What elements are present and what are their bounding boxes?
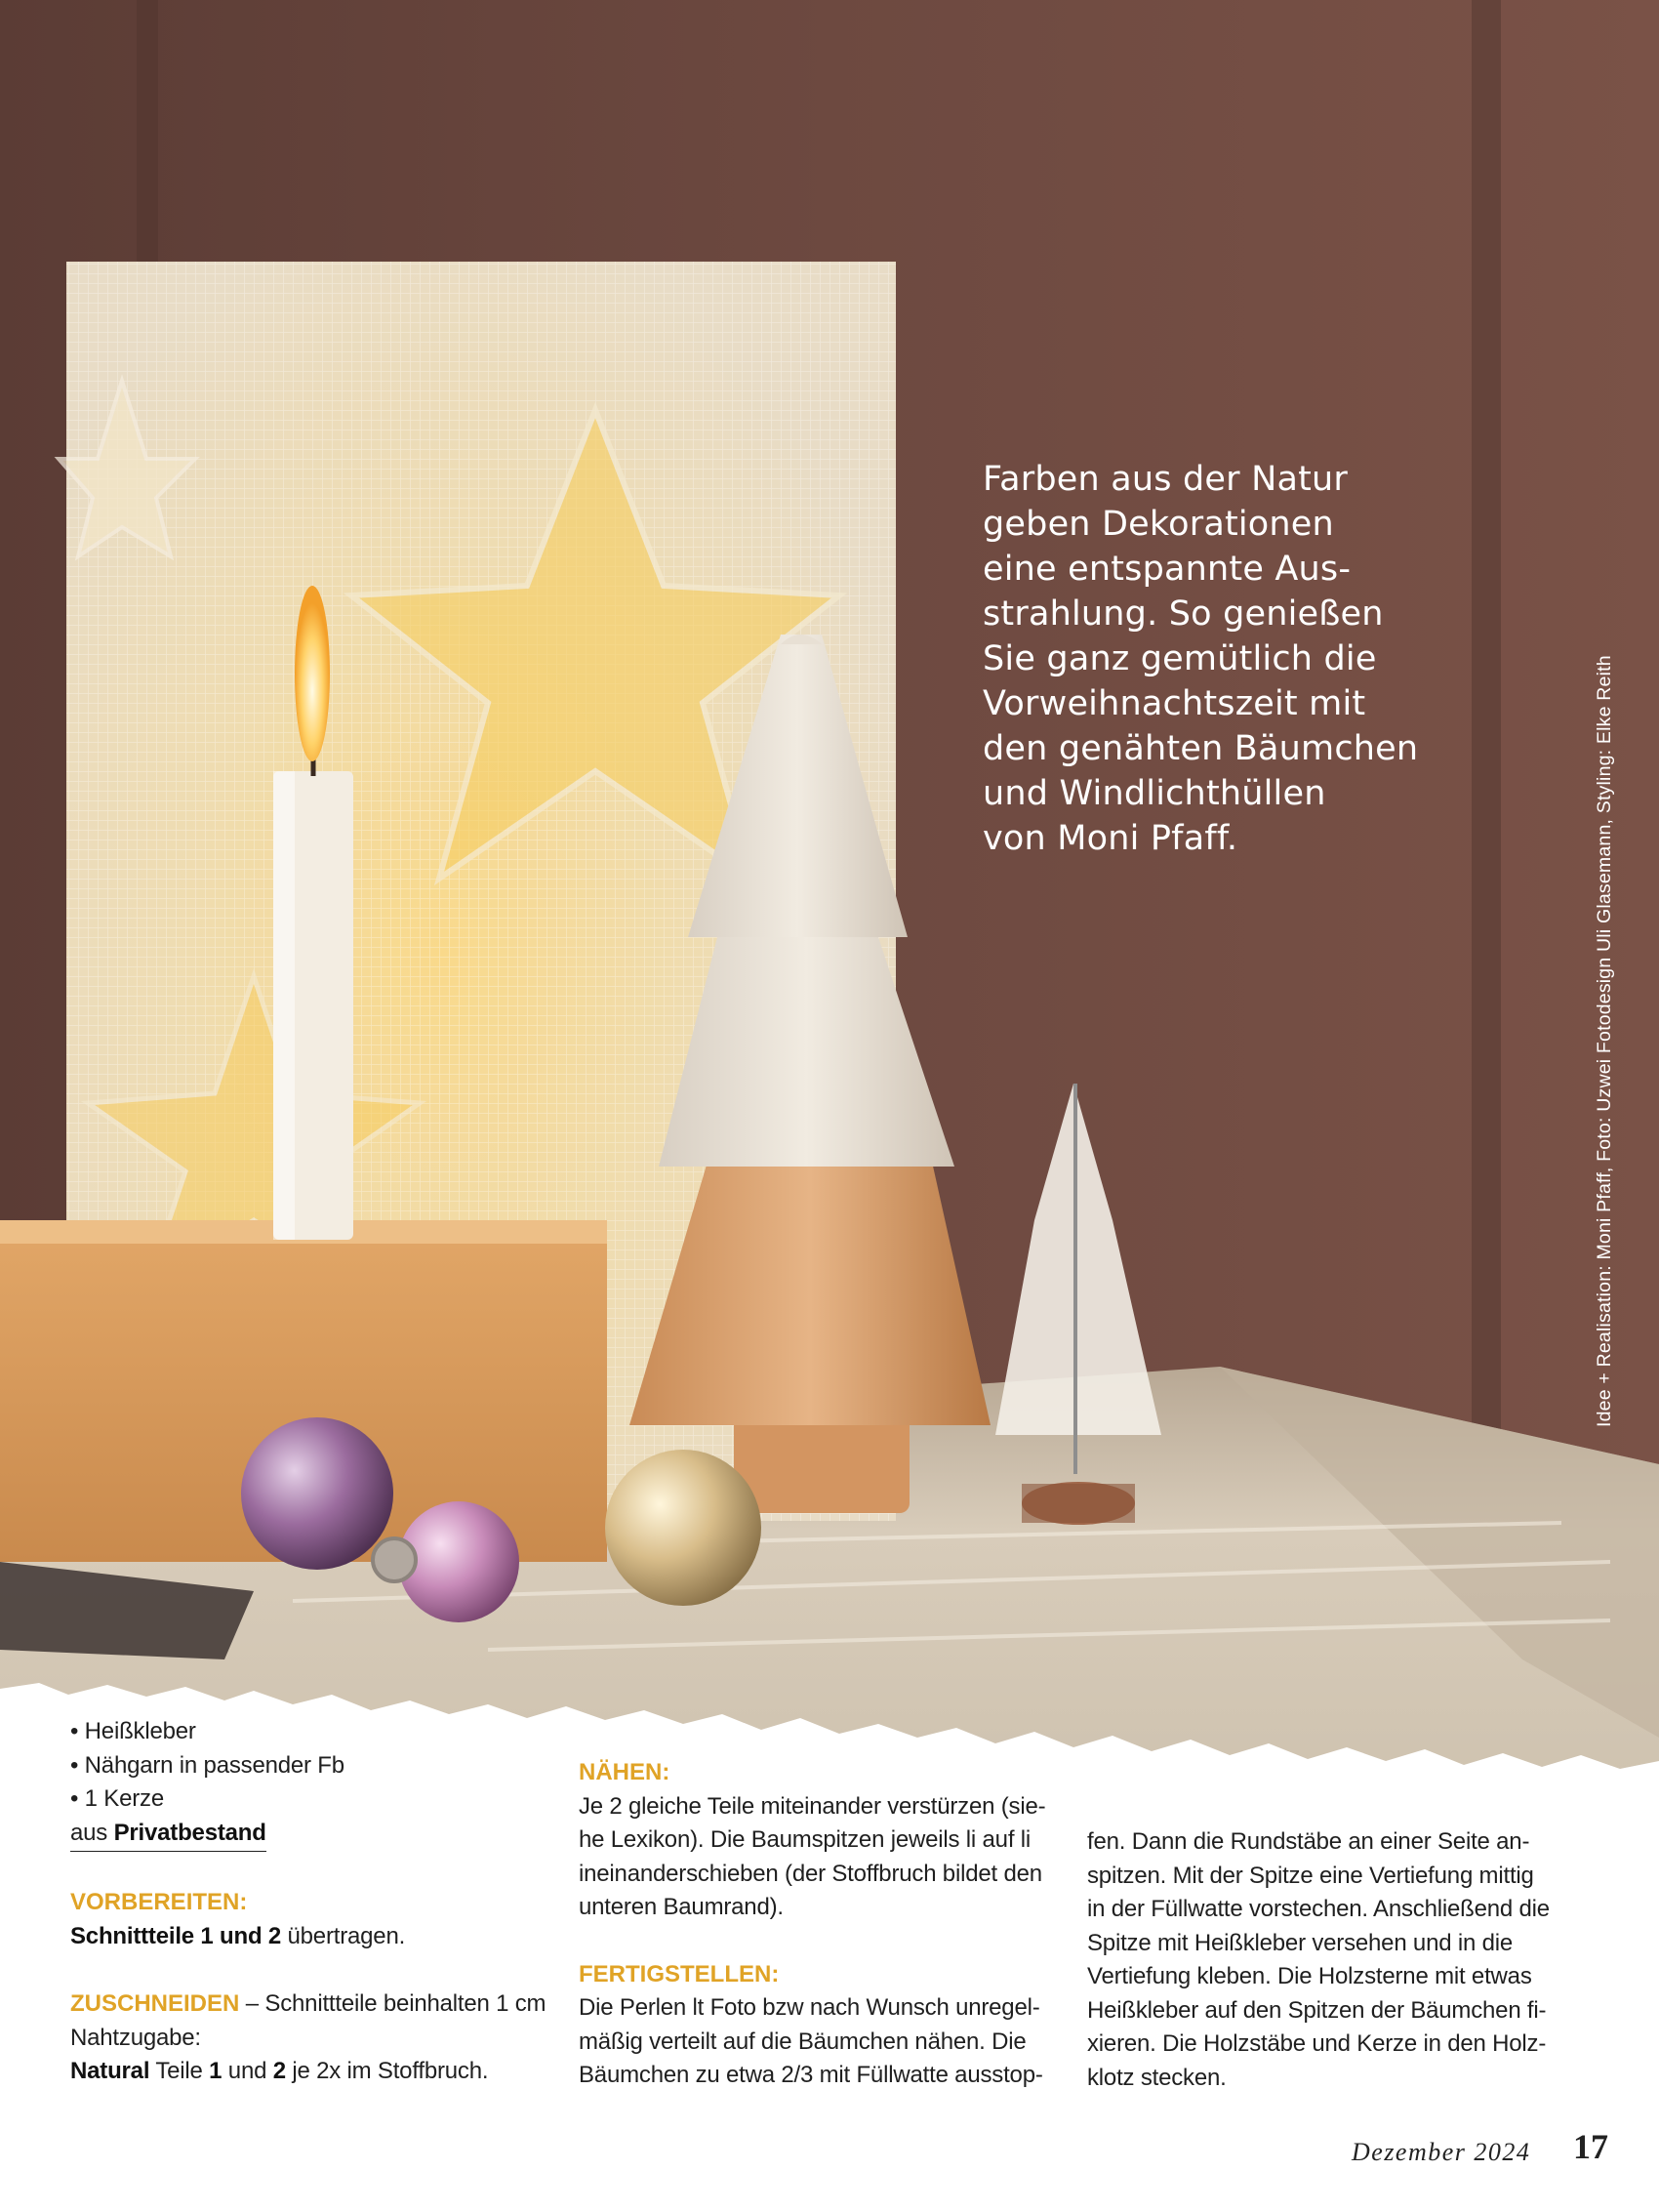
heading-zuschneiden: ZUSCHNEIDEN <box>70 1990 240 2017</box>
fertigstellen-line: Bäumchen zu etwa 2/3 mit Füllwatte ausstop- <box>579 2062 1043 2088</box>
caption-line: und Windlichthüllen <box>983 774 1326 813</box>
issue-date: Dezember 2024 <box>1352 2138 1531 2166</box>
naehen-line: Je 2 gleiche Teile miteinander verstürzen (sie- <box>579 1792 1046 1820</box>
caption-line: geben Dekorationen <box>983 505 1334 544</box>
heading-naehen: NÄHEN: <box>579 1759 670 1785</box>
zuschneiden-text: und <box>222 2058 273 2084</box>
continued-line: klotz stecken. <box>1087 2064 1227 2091</box>
column-continued <box>1087 1825 1559 2095</box>
fertigstellen-line: mäßig verteilt auf die Bäumchen nähen. Die <box>579 2028 1027 2055</box>
continued-line: Vertiefung kleben. Die Holzsterne mit etwas <box>1087 1963 1532 1989</box>
material-item: • Nähgarn in passender Fb <box>70 1751 344 1779</box>
materials-note <box>70 1817 539 1853</box>
continued-line: xieren. Die Holzstäbe und Kerze in den Holz- <box>1087 2030 1547 2057</box>
caption-line: strahlung. So genießen <box>983 594 1384 634</box>
fertigstellen-line: Die Perlen lt Foto bzw nach Wunsch unregel- <box>579 1994 1040 2021</box>
zuschneiden-bold: Natural <box>70 2058 150 2084</box>
material-label: Heißkleber <box>84 1718 196 1744</box>
naehen-line: unteren Baumrand). <box>579 1894 784 1920</box>
vorbereiten-bold: Schnittteile 1 und 2 <box>70 1922 282 1949</box>
continued-line: Heißkleber auf den Spitzen der Bäumchen fi- <box>1087 1996 1547 2024</box>
zuschneiden-text: Teile <box>149 2058 210 2084</box>
caption-line: eine entspannte Aus- <box>983 550 1352 589</box>
caption-line: Farben aus der Natur <box>983 460 1348 499</box>
photo-credit: Idee + Realisation: Moni Pfaff, Foto: Uzwei Fotodesign Uli Glasemann, Styling: Elke Reith <box>1594 655 1615 1427</box>
vorbereiten-rest: übertragen. <box>281 1922 406 1949</box>
heading-fertigstellen: FERTIGSTELLEN: <box>579 1960 780 1987</box>
zuschneiden-text: je 2x im Stoffbruch. <box>285 2058 489 2084</box>
vorbereiten-text <box>70 1920 539 1954</box>
continued-line: Spitze mit Heißkleber versehen und in die <box>1087 1929 1514 1956</box>
caption-line: Vorweihnachtszeit mit <box>983 684 1366 723</box>
continued-line: spitzen. Mit der Spitze eine Vertiefung mittig <box>1087 1862 1534 1889</box>
note-bold: Privatbestand <box>113 1819 266 1846</box>
photo-caption <box>983 457 1441 861</box>
heading-vorbereiten: VORBEREITEN: <box>70 1889 248 1915</box>
zuschneiden-line <box>70 1987 546 2022</box>
zuschneiden-line2: Nahtzugabe: <box>70 2024 201 2051</box>
continued-line: in der Füllwatte vorstechen. Anschließend die <box>1087 1896 1550 1922</box>
material-item: • Heißkleber <box>70 1718 196 1744</box>
zuschneiden-bold: 1 <box>209 2058 223 2084</box>
material-label: 1 Kerze <box>84 1785 164 1812</box>
zuschneiden-bold: 2 <box>272 2058 286 2084</box>
material-item: • 1 Kerze <box>70 1785 164 1812</box>
zuschneiden-line3 <box>70 2055 539 2089</box>
zuschneiden-rest: – Schnittteile beinhalten 1 cm <box>239 1990 546 2017</box>
note-prefix: aus <box>70 1819 114 1846</box>
column-instructions <box>579 1756 1051 2093</box>
naehen-line: ineinanderschieben (der Stoffbruch bildet den <box>579 1860 1042 1887</box>
caption-line: Sie ganz gemütlich die <box>983 639 1377 678</box>
page-number: 17 <box>1573 2127 1608 2166</box>
material-label: Nähgarn in passender Fb <box>84 1751 344 1779</box>
caption-line: den genähten Bäumchen <box>983 729 1419 768</box>
column-materials <box>70 1715 546 2089</box>
naehen-line: he Lexikon). Die Baumspitzen jeweils li auf li <box>579 1826 1032 1853</box>
caption-line: von Moni Pfaff. <box>983 819 1238 858</box>
continued-line: fen. Dann die Rundstäbe an einer Seite an- <box>1087 1828 1530 1855</box>
